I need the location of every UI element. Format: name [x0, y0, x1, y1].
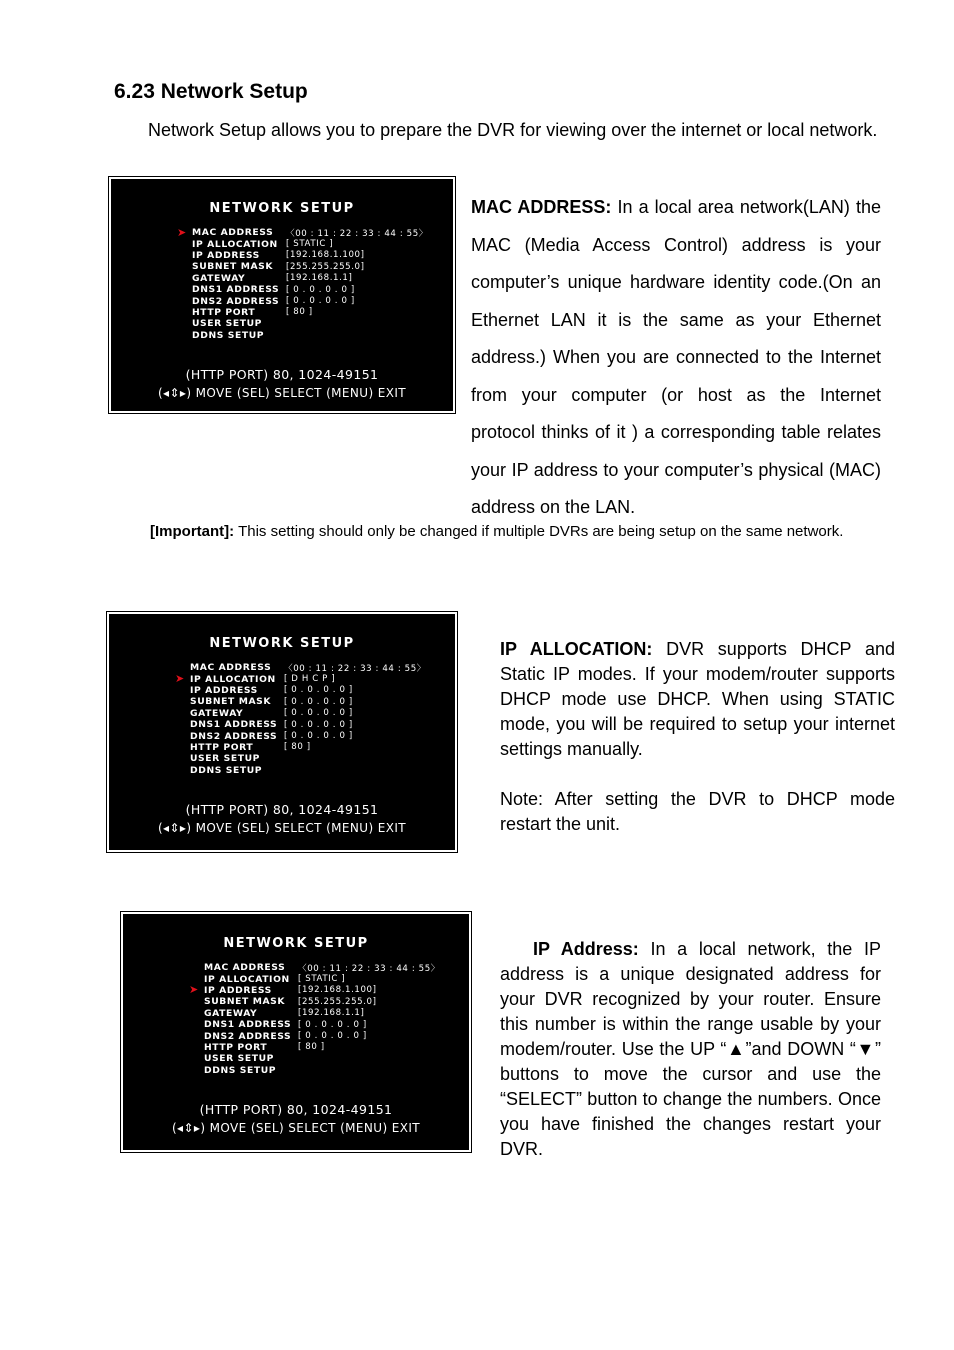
ip-allocation-label: IP ALLOCATION:	[500, 639, 653, 659]
mac-address-text: In a local area network(LAN) the MAC (Media Access Control) address is your computer’s unique hardware identity code.(On an Ethernet LAN it is the same as your Ethernet address.) When you are connected to the Internet from your computer (or host as the Internet protocol thinks of it ) a corresponding table relates your IP address to your computer’s physical (MAC) address on the LAN.	[471, 197, 881, 517]
network-setup-screen-ip-allocation	[109, 614, 455, 850]
mac-address-paragraph	[471, 189, 881, 527]
important-label: [Important]:	[150, 523, 235, 540]
port-range-hint: (HTTP PORT) 80, 1024-49151	[185, 802, 379, 817]
port-range-hint: (HTTP PORT) 80, 1024-49151	[185, 367, 379, 382]
key-hints: (◂⇕▸) MOVE (SEL) SELECT (MENU) EXIT	[171, 1121, 421, 1135]
ip-address-label: IP Address:	[533, 939, 639, 959]
screen-title: NETWORK SETUP	[209, 201, 355, 216]
key-hints: (◂⇕▸) MOVE (SEL) SELECT (MENU) EXIT	[157, 821, 407, 835]
ip-allocation-paragraph	[500, 637, 895, 837]
network-setup-screen-mac	[111, 179, 453, 411]
ip-address-paragraph	[500, 937, 881, 1162]
ip-allocation-text: DVR supports DHCP and Static IP modes. If your modem/router supports DHCP mode use DHCP. When using STATIC mode, you will be required to setup your internet settings manually.	[500, 639, 895, 759]
ip-address-text: In a local network, the IP address is a unique designated address for your DVR recognized by your router. Ensure this number is within the range usable by your modem/router. Use the UP “▲”and DOWN “▼” buttons to move the cursor and use the “SELECT” button to change the numbers. Once you have finished the changes restart your DVR.	[500, 939, 881, 1159]
screen-title: NETWORK SETUP	[209, 636, 355, 651]
red-arrow-cursor-icon: ➤	[189, 983, 199, 997]
screen-menu: MAC ADDRESS 〈00 : 11 : 22 : 33 : 44 : 55〉 ➤ IP ALLOCATION [ D H C P ] IP ADDRESS [ 0 . 0 . 0 . 0 ] SUBNET MASK [ 0 . 0 . 0 . 0 ] GATEWAY [ 0 . 0 . 0 . 0 ] DNS1 ADDRESS [ 0 . 0 . 0 . 0 ] DNS2 ADDRESS [ 0 . 0 . 0 . 0 ] HTTP PORT [ 80 ] USER SETUP DDNS SETUP	[175, 662, 426, 776]
ip-allocation-note: Note: After setting the DVR to DHCP mode restart the unit.	[500, 789, 895, 834]
red-arrow-cursor-icon: ➤	[175, 672, 185, 686]
screen-title: NETWORK SETUP	[223, 936, 369, 951]
mac-address-label: MAC ADDRESS:	[471, 197, 612, 217]
important-text: This setting should only be changed if multiple DVRs are being setup on the same network.	[238, 523, 844, 540]
screen-menu: ➤ MAC ADDRESS 〈00 : 11 : 22 : 33 : 44 : 55〉 IP ALLOCATION [ STATIC ] IP ADDRESS [192.168.1.100] SUBNET MASK [255.255.255.0] GATEWAY [192.168.1.1] DNS1 ADDRESS [ 0 . 0 . 0 . 0 ] DNS2 ADDRESS [ 0 . 0 . 0 . 0 ] HTTP PORT [ 80 ] USER SETUP DDNS SETUP	[177, 225, 428, 341]
network-setup-screen-ip-address	[123, 914, 469, 1150]
important-note	[114, 520, 886, 544]
port-range-hint: (HTTP PORT) 80, 1024-49151	[199, 1102, 393, 1117]
red-arrow-cursor-icon: ➤	[177, 225, 187, 239]
screen-menu: MAC ADDRESS 〈00 : 11 : 22 : 33 : 44 : 55〉 IP ALLOCATION [ STATIC ] ➤ IP ADDRESS [192.168.1.100] SUBNET MASK [255.255.255.0] GATEWAY [192.168.1.1] DNS1 ADDRESS [ 0 . 0 . 0 . 0 ] DNS2 ADDRESS [ 0 . 0 . 0 . 0 ] HTTP PORT [ 80 ] USER SETUP DDNS SETUP	[189, 962, 440, 1076]
key-hints: (◂⇕▸) MOVE (SEL) SELECT (MENU) EXIT	[157, 386, 407, 400]
section-heading: 6.23 Network Setup	[114, 80, 308, 103]
intro-paragraph: Network Setup allows you to prepare the DVR for viewing over the internet or local network.	[148, 120, 878, 140]
